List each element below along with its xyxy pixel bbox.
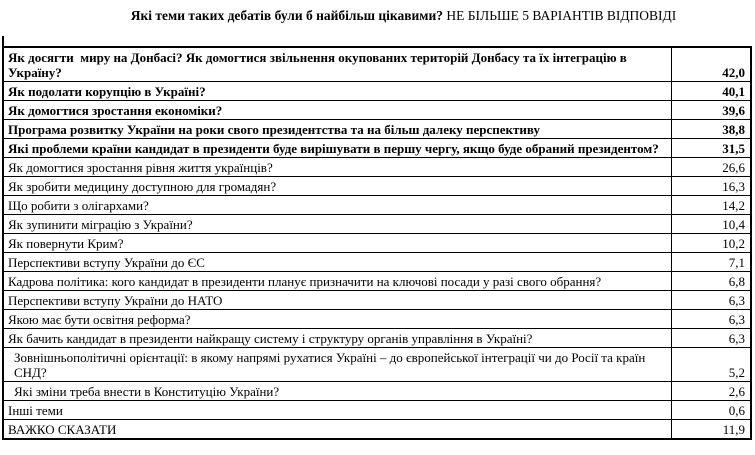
value-cell: 6,3 xyxy=(672,329,752,348)
table-row xyxy=(3,420,751,440)
topic-cell: ВАЖКО СКАЗАТИ xyxy=(3,420,672,440)
topic-cell: Як зупинити міграцію з України? xyxy=(3,215,672,234)
table-row xyxy=(3,101,751,120)
title-note: НЕ БІЛЬШЕ 5 ВАРІАНТІВ ВІДПОВІДІ xyxy=(446,8,677,23)
table-row xyxy=(3,401,751,420)
value-cell: 2,6 xyxy=(672,382,752,401)
topic-cell: Кадрова політика: кого кандидат в президенти планує призначити на ключові посади у разі свого обрання? xyxy=(3,272,672,291)
table-row xyxy=(3,272,751,291)
value-cell: 14,2 xyxy=(672,196,752,215)
table-row xyxy=(3,215,751,234)
topic-cell: Якою має бути освітня реформа? xyxy=(3,310,672,329)
results-table xyxy=(2,46,752,440)
value-cell: 31,5 xyxy=(672,139,752,158)
topic-cell: Інші теми xyxy=(3,401,672,420)
value-cell: 39,6 xyxy=(672,101,752,120)
table-row xyxy=(3,291,751,310)
value-cell: 6,3 xyxy=(672,291,752,310)
value-cell: 10,2 xyxy=(672,234,752,253)
value-cell: 6,8 xyxy=(672,272,752,291)
table-row xyxy=(3,139,751,158)
table-row xyxy=(3,47,751,82)
topic-cell: Які проблеми країни кандидат в президенти буде вирішувати в першу чергу, якщо буде обраний президентом? xyxy=(3,139,672,158)
value-cell: 40,1 xyxy=(672,82,752,101)
table-row xyxy=(3,158,751,177)
table-row xyxy=(3,82,751,101)
topic-cell: Які зміни треба внести в Конституцію України? xyxy=(3,382,672,401)
topic-cell: Перспективи вступу України до ЄС xyxy=(3,253,672,272)
value-cell: 5,2 xyxy=(672,348,752,382)
topic-cell: Як повернути Крим? xyxy=(3,234,672,253)
table-row xyxy=(3,310,751,329)
table-row xyxy=(3,253,751,272)
value-cell: 0,6 xyxy=(672,401,752,420)
table-row xyxy=(3,234,751,253)
topic-cell: Перспективи вступу України до НАТО xyxy=(3,291,672,310)
topic-cell: Як домогтися зростання економіки? xyxy=(3,101,672,120)
value-cell: 16,3 xyxy=(672,177,752,196)
value-cell: 11,9 xyxy=(672,420,752,440)
topic-cell: Як домогтися зростання рівня життя українців? xyxy=(3,158,672,177)
table-row xyxy=(3,177,751,196)
topic-cell: Що робити з олігархами? xyxy=(3,196,672,215)
table-row xyxy=(3,120,751,139)
table-row xyxy=(3,348,751,382)
page-title xyxy=(0,8,755,25)
results-table-body xyxy=(3,47,751,439)
topic-cell: Як зробити медицину доступною для громадян? xyxy=(3,177,672,196)
value-cell: 42,0 xyxy=(672,47,752,82)
topic-cell: Як досягти миру на Донбасі? Як домогтися звільнення окупованих територій Донбасу та їх інтеграцію в Україну? xyxy=(3,47,672,82)
value-cell: 6,3 xyxy=(672,310,752,329)
topic-cell: Зовнішньополітичні орієнтації: в якому напрямі рухатися Україні – до європейської інтеграції чи до Росії та країн СНД? xyxy=(3,348,672,382)
value-cell: 7,1 xyxy=(672,253,752,272)
value-cell: 38,8 xyxy=(672,120,752,139)
table-row xyxy=(3,382,751,401)
topic-cell: Як бачить кандидат в президенти найкращу систему і структуру органів управління в Україні? xyxy=(3,329,672,348)
table-row xyxy=(3,329,751,348)
topic-cell: Як подолати корупцію в Україні? xyxy=(3,82,672,101)
topic-cell: Програма розвитку України на роки свого президентства та на більш далеку перспективу xyxy=(3,120,672,139)
title-question: Які теми таких дебатів були б найбільш цікавими? xyxy=(130,8,444,23)
value-cell: 26,6 xyxy=(672,158,752,177)
value-cell: 10,4 xyxy=(672,215,752,234)
table-row xyxy=(3,196,751,215)
